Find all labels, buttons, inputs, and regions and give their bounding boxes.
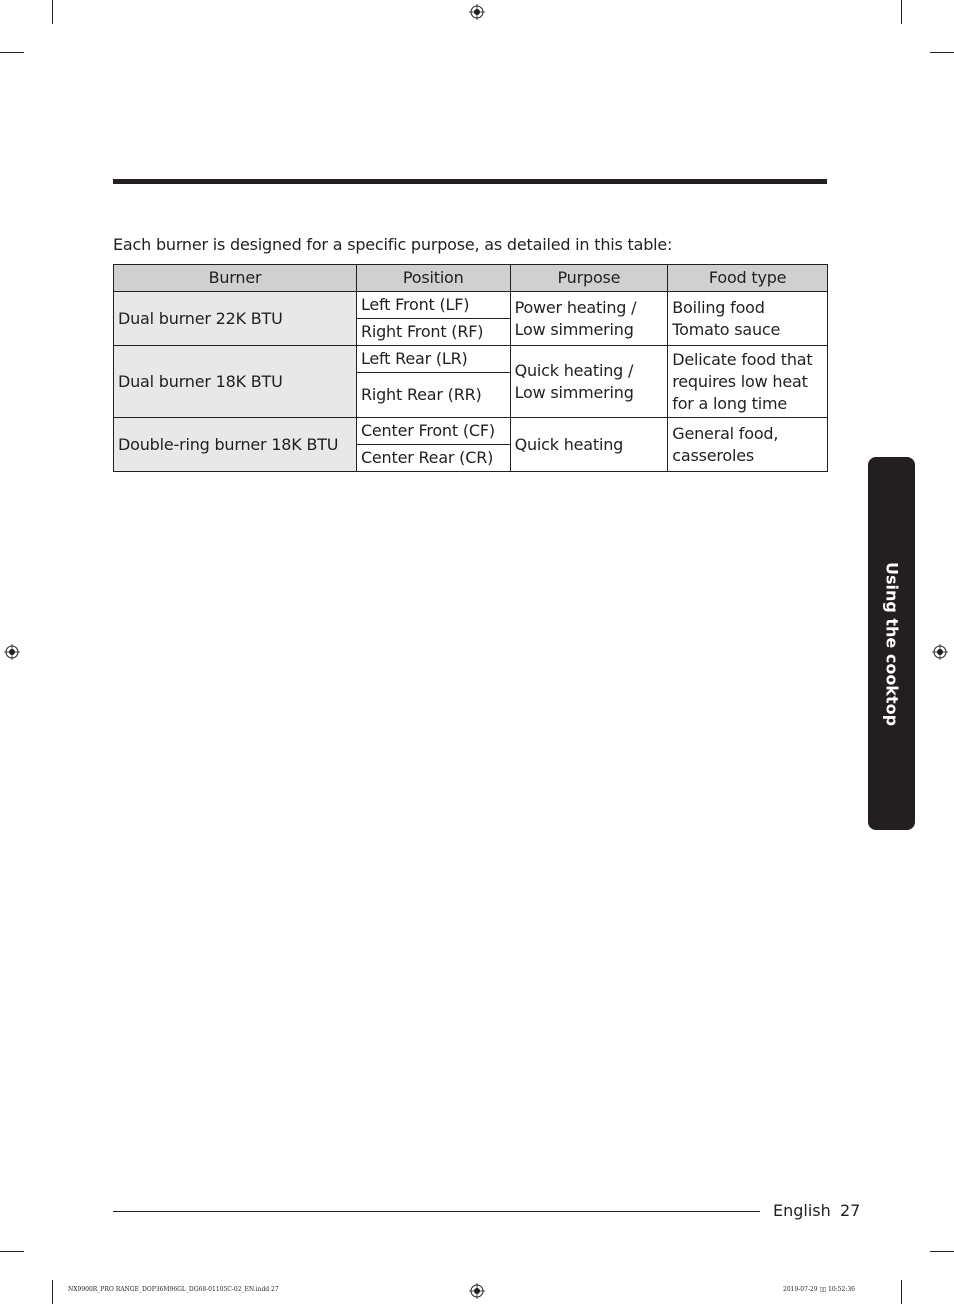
purpose-cell: Quick heating — [510, 418, 668, 472]
burner-cell: Dual burner 22K BTU — [114, 292, 357, 346]
header-purpose: Purpose — [510, 265, 668, 292]
burner-cell: Dual burner 18K BTU — [114, 346, 357, 418]
purpose-cell: Quick heating / Low simmering — [510, 346, 668, 418]
header-food-type: Food type — [668, 265, 828, 292]
page-number: 27 — [840, 1201, 861, 1220]
registration-mark-icon — [469, 1283, 485, 1299]
print-slug-file: NX9900R_PRO RANGE_DOP36M96GL_DG68-01105C-02_EN.indd 27 — [68, 1286, 279, 1293]
crop-mark — [930, 52, 954, 53]
position-cell: Left Rear (LR) — [356, 346, 510, 373]
position-cell: Right Front (RF) — [356, 319, 510, 346]
crop-mark — [901, 1280, 902, 1304]
footer-language: English — [773, 1201, 831, 1220]
purpose-cell: Power heating / Low simmering — [510, 292, 668, 346]
registration-mark-icon — [4, 644, 20, 660]
crop-mark — [0, 52, 24, 53]
side-tab-label: Using the cooktop — [882, 561, 901, 726]
food-type-cell: Delicate food that requires low heat for a long time — [668, 346, 828, 418]
section-side-tab — [868, 457, 915, 830]
burner-table — [113, 264, 828, 472]
position-cell: Center Rear (CR) — [356, 445, 510, 472]
crop-mark — [0, 1251, 24, 1252]
food-type-cell: General food, casseroles — [668, 418, 828, 472]
print-slug-timestamp: 2019-07-29 ▯▯ 10:52:36 — [783, 1286, 855, 1293]
intro-text: Each burner is designed for a specific purpose, as detailed in this table: — [113, 235, 673, 254]
table-header-row — [114, 265, 828, 292]
crop-mark — [52, 1280, 53, 1304]
header-position: Position — [356, 265, 510, 292]
registration-mark-icon — [932, 644, 948, 660]
registration-mark-icon — [469, 4, 485, 20]
header-burner: Burner — [114, 265, 357, 292]
table-row — [114, 292, 828, 319]
burner-cell: Double-ring burner 18K BTU — [114, 418, 357, 472]
crop-mark — [52, 0, 53, 24]
table-row — [114, 418, 828, 445]
food-type-cell: Boiling food Tomato sauce — [668, 292, 828, 346]
footer-rule — [113, 1211, 760, 1212]
position-cell: Center Front (CF) — [356, 418, 510, 445]
table-row — [114, 346, 828, 373]
position-cell: Left Front (LF) — [356, 292, 510, 319]
position-cell: Right Rear (RR) — [356, 373, 510, 418]
crop-mark — [930, 1251, 954, 1252]
section-rule — [113, 179, 827, 184]
crop-mark — [901, 0, 902, 24]
